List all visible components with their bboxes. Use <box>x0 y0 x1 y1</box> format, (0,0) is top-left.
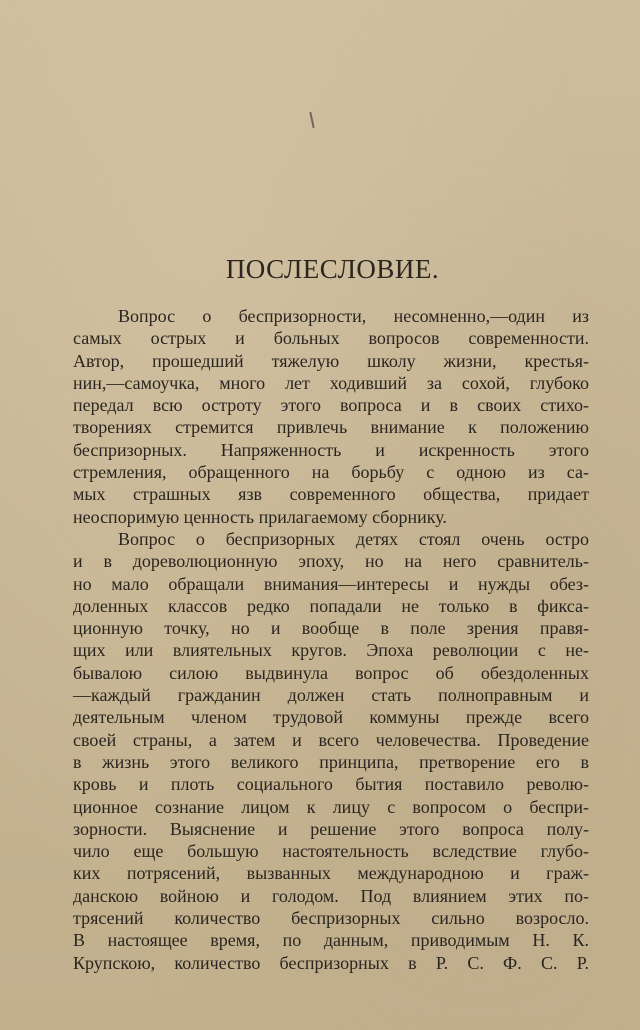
text-line: Вопрос о беспризорности, несомненно,—один из <box>118 306 589 326</box>
text-line: ционное сознание лицом к лицу с вопросом о беспри- <box>73 796 589 817</box>
text-line: самых острых и больных вопросов современности. <box>73 328 589 349</box>
text-line: Вопрос о беспризорных детях стоял очень остро <box>118 528 589 549</box>
text-line: Автор, прошедший тяжелую школу жизни, крестья- <box>73 350 589 371</box>
text-line: неоспоримую ценность прилагаемому сборнику. <box>73 506 447 527</box>
text-line: зорности. Выяснение и решение этого вопроса полу- <box>73 818 589 839</box>
text-line: В настоящее время, по данным, приводимым Н. К. <box>73 930 589 951</box>
text-line: трясений количество беспризорных сильно возросло. <box>73 908 589 929</box>
text-line: стремления, обращенного на борьбу с одною из са- <box>73 462 589 483</box>
text-line: бывалою силою выдвинула вопрос об обездоленных <box>73 662 589 683</box>
text-line: Крупскою, количество беспризорных в Р. С. Ф. С. Р. <box>73 952 589 973</box>
text-line: чило еще большую настоятельность вследствие глубо- <box>73 841 589 862</box>
text-line: ционную точку, но и вообще в поле зрения правя- <box>73 618 589 639</box>
text-line: и в дореволюционную эпоху, но на него сравнитель- <box>73 551 589 572</box>
text-line: мых страшных язв современного общества, придает <box>73 484 589 505</box>
text-line: щих или влиятельных кругов. Эпоха революции с не- <box>73 640 589 661</box>
text-line: беспризорных. Напряженность и искренность этого <box>73 439 589 460</box>
text-line: ких потрясений, вызванных международною и граж- <box>73 863 589 884</box>
text-line: нин,—самоучка, много лет ходивший за сохой, глубоко <box>73 372 589 393</box>
body-text <box>73 305 589 974</box>
text-line: деятельным членом трудовой коммуны прежде всего <box>73 707 589 728</box>
text-line: —каждый гражданин должен стать полноправным и <box>73 685 589 706</box>
text-line: кровь и плоть социального бытия поставило револю- <box>73 774 589 795</box>
page-mark <box>309 112 314 128</box>
text-line: данскою войною и голодом. Под влиянием этих по- <box>73 885 589 906</box>
text-line: передал всю остроту этого вопроса и в своих стихо- <box>73 395 589 416</box>
text-line: в жизнь этого великого принципа, претворение его в <box>73 751 589 772</box>
text-line: своей страны, а затем и всего человечества. Проведение <box>73 729 589 750</box>
text-line: доленных классов редко попадали не только в фикса- <box>73 595 589 616</box>
text-line: но мало обращали внимания—интересы и нужды обез- <box>73 573 589 594</box>
text-line: творениях стремится привлечь внимание к положению <box>73 417 589 438</box>
page-title: ПОСЛЕСЛОВИЕ. <box>225 254 440 284</box>
